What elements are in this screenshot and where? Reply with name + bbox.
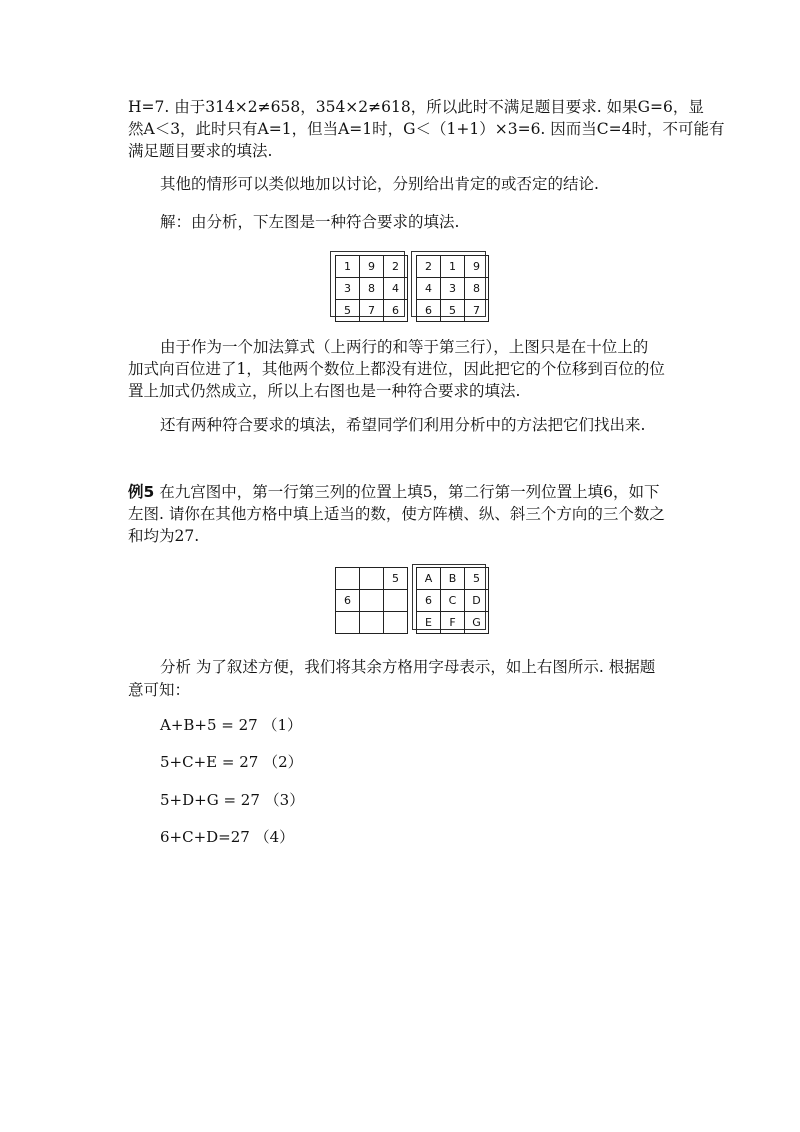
grid-cell: 5: [336, 300, 360, 322]
grid-cell: F: [441, 612, 465, 634]
paragraph-line: 置上加式仍然成立，所以上右图也是一种符合要求的填法.: [128, 382, 521, 400]
grid-cell: [336, 568, 360, 590]
grid-cell: C: [441, 590, 465, 612]
grid-cell: 6: [336, 590, 360, 612]
solution-intro: 解：由分析，下左图是一种符合要求的填法.: [160, 213, 460, 231]
grid-cell: D: [465, 590, 489, 612]
magic-grid-left: [335, 255, 408, 322]
grid-cell: 6: [417, 300, 441, 322]
grid-cell: 7: [360, 300, 384, 322]
grid-cell: 3: [441, 278, 465, 300]
equation: 6+C+D=27 （4）: [160, 828, 295, 846]
grid-cell: [336, 612, 360, 634]
grid-cell: G: [465, 612, 489, 634]
grid-cell: 8: [465, 278, 489, 300]
paragraph-line: H=7. 由于314×2≠658，354×2≠618，所以此时不满足题目要求. 如果G=6，显: [128, 98, 704, 116]
paragraph-line: 和均为27.: [128, 527, 200, 545]
paragraph-line: 其他的情形可以类似地加以讨论，分别给出肯定的或否定的结论.: [160, 175, 599, 193]
grid-cell: 8: [360, 278, 384, 300]
grid-cell: E: [417, 612, 441, 634]
grid-cell: [384, 612, 408, 634]
paragraph-line: 加式向百位进了1，其他两个数位上都没有进位，因此把它的个位移到百位的位: [128, 360, 665, 378]
grid-cell: 2: [384, 256, 408, 278]
grid-cell: [360, 568, 384, 590]
paragraph-line: 满足题目要求的填法.: [128, 142, 273, 160]
magic-grid-right: [416, 255, 489, 322]
grid-cell: 9: [360, 256, 384, 278]
grid-cell: 6: [417, 590, 441, 612]
grid-cell: B: [441, 568, 465, 590]
example-line: [128, 482, 659, 502]
grid-cell: 5: [441, 300, 465, 322]
grid-cell: 2: [417, 256, 441, 278]
grid-cell: A: [417, 568, 441, 590]
paragraph-line: 还有两种符合要求的填法，希望同学们利用分析中的方法把它们找出来.: [160, 416, 646, 434]
grid-cell: [360, 590, 384, 612]
example-grid-left: [335, 567, 408, 634]
grid-cell: 1: [336, 256, 360, 278]
grid-cell: [360, 612, 384, 634]
analysis-line: 分析 为了叙述方便，我们将其余方格用字母表示，如上右图所示. 根据题: [160, 658, 656, 676]
grid-cell: 3: [336, 278, 360, 300]
analysis-line: 意可知：: [128, 681, 191, 699]
example-grid-right: [416, 567, 489, 634]
example-title: 例5: [128, 483, 155, 501]
equation: A+B+5 = 27 （1）: [160, 716, 303, 734]
paragraph-line: 由于作为一个加法算式（上两行的和等于第三行），上图只是在十位上的: [160, 338, 649, 356]
grid-cell: 5: [465, 568, 489, 590]
paragraph-line: 然A＜3，此时只有A=1，但当A=1时，G＜（1+1）×3=6. 因而当C=4时，不可能有: [128, 120, 725, 138]
grid-cell: 4: [384, 278, 408, 300]
grid-cell: 4: [417, 278, 441, 300]
grid-cell: 6: [384, 300, 408, 322]
equation: 5+D+G = 27 （3）: [160, 791, 305, 809]
equation: 5+C+E = 27 （2）: [160, 753, 303, 771]
grid-cell: 9: [465, 256, 489, 278]
grid-cell: 5: [384, 568, 408, 590]
paragraph-line: 左图. 请你在其他方格中填上适当的数，使方阵横、纵、斜三个方向的三个数之: [128, 505, 665, 523]
example-text: 在九宫图中，第一行第三列的位置上填5，第二行第一列位置上填6，如下: [159, 483, 660, 501]
grid-cell: 1: [441, 256, 465, 278]
grid-cell: [384, 590, 408, 612]
grid-cell: 7: [465, 300, 489, 322]
